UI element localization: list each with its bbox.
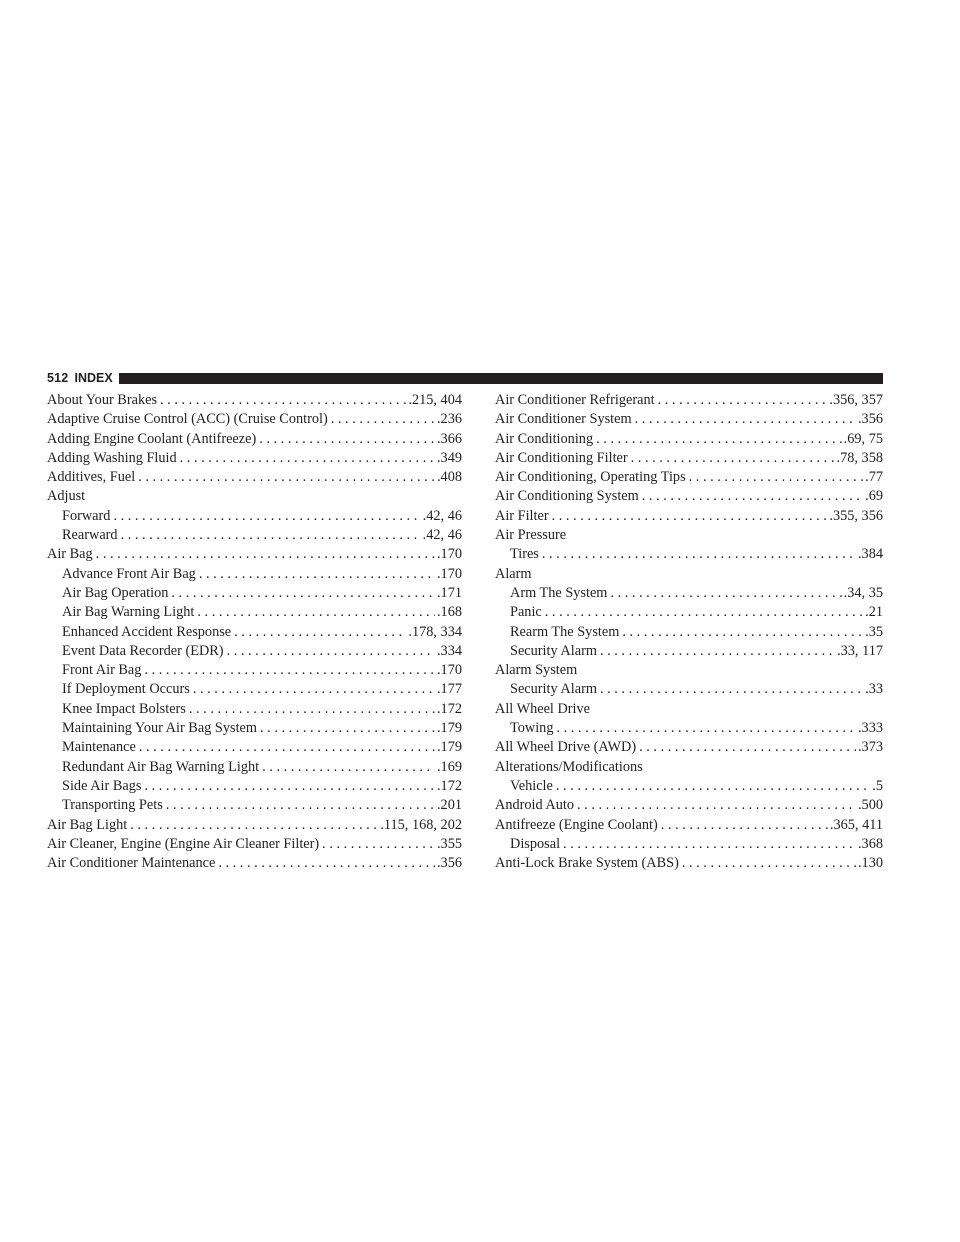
- entry-page-refs: .172: [436, 700, 462, 717]
- dot-leader: [110, 507, 420, 526]
- dot-leader: [141, 777, 435, 796]
- entry-label: Adding Washing Fluid: [47, 449, 177, 466]
- index-entry: [495, 507, 883, 526]
- entry-page-refs: .42, 46: [422, 507, 462, 524]
- index-entry: [495, 391, 883, 410]
- entry-page-refs: .21: [865, 604, 883, 621]
- entry-page-refs: .356: [436, 855, 462, 872]
- entry-label: All Wheel Drive: [495, 700, 591, 717]
- entry-label: Disposal: [510, 835, 561, 852]
- dot-leader: [257, 719, 435, 738]
- entry-label: Towing: [510, 720, 554, 737]
- entry-page-refs: .69: [865, 488, 883, 505]
- dot-leader: [328, 410, 435, 429]
- dot-leader: [196, 565, 435, 584]
- dot-leader: [542, 603, 863, 622]
- entry-page-refs: .169: [436, 758, 462, 775]
- index-subentry: [47, 526, 462, 545]
- page-header: [47, 370, 883, 386]
- dot-leader: [636, 738, 856, 757]
- index-subentry: [47, 603, 462, 622]
- dot-leader: [177, 449, 435, 468]
- index-subentry: [47, 700, 462, 719]
- index-entry: [495, 758, 883, 777]
- dot-leader: [539, 545, 856, 564]
- index-subentry: [47, 719, 462, 738]
- index-subentry: [47, 565, 462, 584]
- index-entry: [47, 391, 462, 410]
- entry-page-refs: .33, 117: [837, 642, 883, 659]
- index-entry: [47, 854, 462, 873]
- entry-label: About Your Brakes: [47, 392, 158, 408]
- entry-page-refs: .500: [857, 797, 883, 814]
- index-entry: [495, 661, 883, 680]
- index-subentry: [47, 738, 462, 757]
- dot-leader: [93, 545, 435, 564]
- dot-leader: [553, 719, 855, 738]
- entry-page-refs: .201: [436, 797, 462, 814]
- entry-page-refs: .34, 35: [843, 584, 883, 601]
- entry-page-refs: .170: [436, 565, 462, 582]
- entry-label: Air Bag: [47, 546, 93, 563]
- index-entry: [495, 700, 883, 719]
- dot-leader: [597, 642, 835, 661]
- dot-leader: [628, 449, 835, 468]
- entry-page-refs: .373: [857, 739, 883, 756]
- entry-page-refs: .349: [436, 449, 462, 466]
- entry-label: Android Auto: [495, 797, 575, 814]
- entry-label: Maintenance: [62, 739, 136, 756]
- entry-page-refs: .35: [865, 623, 883, 640]
- index-entry: [495, 430, 883, 449]
- index-entry: [495, 410, 883, 429]
- dot-leader: [549, 507, 828, 526]
- entry-page-refs: .408: [436, 469, 462, 486]
- index-entry: [495, 854, 883, 873]
- entry-label: Vehicle: [510, 777, 553, 794]
- index-entry: [495, 796, 883, 815]
- entry-page-refs: .356: [857, 411, 883, 428]
- dot-leader: [574, 796, 856, 815]
- index-entry: [47, 468, 462, 487]
- entry-label: Air Pressure: [495, 527, 567, 544]
- dot-leader: [259, 758, 435, 777]
- entry-label: Maintaining Your Air Bag System: [62, 720, 258, 737]
- entry-label: Front Air Bag: [62, 662, 142, 679]
- index-subentry: [47, 777, 462, 796]
- entry-page-refs: .168: [436, 604, 462, 621]
- index-entry: [47, 487, 462, 506]
- entry-page-refs: .33: [865, 681, 883, 698]
- index-entry: [47, 410, 462, 429]
- index-subentry: [495, 835, 883, 854]
- index-subentry: [495, 642, 883, 661]
- dot-leader: [319, 835, 435, 854]
- dot-leader: [632, 410, 856, 429]
- entry-label: Alarm System: [495, 662, 578, 679]
- entry-label: Event Data Recorder (EDR): [62, 642, 224, 659]
- entry-label: Air Cleaner, Engine (Engine Air Cleaner Filter): [47, 835, 320, 852]
- entry-label: Anti-Lock Brake System (ABS): [495, 855, 679, 872]
- index-subentry: [47, 584, 462, 603]
- entry-label: Alterations/Modifications: [495, 758, 643, 775]
- header-rule: [119, 373, 883, 384]
- index-column-right: [495, 391, 883, 873]
- entry-label: Advance Front Air Bag: [62, 565, 196, 582]
- index-subentry: [47, 623, 462, 642]
- entry-label: Air Conditioner Refrigerant: [495, 392, 655, 408]
- entry-label: Air Conditioning System: [495, 488, 639, 505]
- entry-page-refs: .172: [436, 777, 462, 794]
- entry-page-refs: .69, 75: [843, 430, 883, 447]
- entry-page-refs: .177: [436, 681, 462, 698]
- entry-page-refs: .368: [857, 835, 883, 852]
- index-entry: [495, 738, 883, 757]
- index-entry: [495, 449, 883, 468]
- entry-label: Adaptive Cruise Control (ACC) (Cruise Control): [47, 411, 328, 428]
- entry-label: Air Conditioning: [495, 430, 594, 447]
- dot-leader: [141, 661, 435, 680]
- entry-page-refs: .333: [857, 720, 883, 737]
- entry-label: Forward: [62, 507, 111, 524]
- dot-leader: [231, 623, 406, 642]
- index-entry: [495, 487, 883, 506]
- entry-label: Security Alarm: [510, 681, 597, 698]
- index-entry: [47, 835, 462, 854]
- entry-page-refs: .334: [436, 642, 462, 659]
- entry-label: Tires: [510, 546, 539, 563]
- dot-leader: [256, 430, 435, 449]
- entry-label: Rearward: [62, 527, 118, 544]
- dot-leader: [593, 430, 842, 449]
- index-entry: [47, 430, 462, 449]
- entry-label: Air Bag Operation: [62, 584, 169, 601]
- entry-page-refs: .365, 411: [829, 816, 883, 833]
- dot-leader: [157, 391, 406, 410]
- entry-label: Air Conditioner System: [495, 411, 632, 428]
- entry-page-refs: .170: [436, 546, 462, 563]
- entry-label: Knee Impact Bolsters: [62, 700, 186, 717]
- entry-page-refs: .77: [865, 469, 883, 486]
- dot-leader: [655, 391, 828, 410]
- dot-leader: [118, 526, 421, 545]
- entry-label: Additives, Fuel: [47, 469, 136, 486]
- entry-page-refs: .78, 358: [836, 449, 883, 466]
- entry-page-refs: .5: [872, 777, 883, 794]
- index-entry: [47, 816, 462, 835]
- entry-page-refs: .179: [436, 739, 462, 756]
- entry-page-refs: .178, 334: [408, 623, 462, 640]
- index-subentry: [47, 507, 462, 526]
- page-number: 512: [47, 371, 69, 385]
- entry-label: Redundant Air Bag Warning Light: [62, 758, 260, 775]
- entry-page-refs: .215, 404: [408, 392, 462, 408]
- dot-leader: [190, 680, 435, 699]
- index-subentry: [495, 777, 883, 796]
- dot-leader: [553, 777, 870, 796]
- index-subentry: [495, 680, 883, 699]
- index-subentry: [495, 584, 883, 603]
- index-entry: [495, 565, 883, 584]
- dot-leader: [607, 584, 841, 603]
- entry-page-refs: .42, 46: [422, 527, 462, 544]
- index-subentry: [47, 680, 462, 699]
- dot-leader: [619, 623, 863, 642]
- entry-page-refs: .170: [436, 662, 462, 679]
- entry-label: Alarm: [495, 565, 532, 582]
- dot-leader: [658, 816, 828, 835]
- entry-label: Transporting Pets: [62, 797, 163, 814]
- entry-label: Air Conditioning Filter: [495, 449, 628, 466]
- index-entry: [47, 449, 462, 468]
- index-subentry: [47, 661, 462, 680]
- dot-leader: [135, 468, 435, 487]
- index-entry: [47, 545, 462, 564]
- entry-page-refs: .236: [436, 411, 462, 428]
- entry-label: Side Air Bags: [62, 777, 142, 794]
- entry-page-refs: .356, 357: [829, 392, 883, 408]
- index-subentry: [495, 623, 883, 642]
- dot-leader: [597, 680, 863, 699]
- entry-label: Air Bag Light: [47, 816, 128, 833]
- entry-label: Air Filter: [495, 507, 549, 524]
- entry-label: All Wheel Drive (AWD): [495, 739, 637, 756]
- dot-leader: [224, 642, 435, 661]
- entry-label: Adjust: [47, 488, 86, 505]
- entry-page-refs: .355: [436, 835, 462, 852]
- dot-leader: [639, 487, 863, 506]
- entry-page-refs: .130: [857, 855, 883, 872]
- entry-label: Antifreeze (Engine Coolant): [495, 816, 658, 833]
- index-subentry: [495, 719, 883, 738]
- dot-leader: [560, 835, 856, 854]
- entry-page-refs: .179: [436, 720, 462, 737]
- dot-leader: [186, 700, 435, 719]
- entry-label: Air Bag Warning Light: [62, 604, 195, 621]
- index-subentry: [495, 545, 883, 564]
- index-entry: [495, 468, 883, 487]
- entry-label: Air Conditioning, Operating Tips: [495, 469, 686, 486]
- dot-leader: [168, 584, 435, 603]
- index-subentry: [47, 796, 462, 815]
- entry-label: Rearm The System: [510, 623, 620, 640]
- index-subentry: [495, 603, 883, 622]
- entry-label: If Deployment Occurs: [62, 681, 190, 698]
- dot-leader: [215, 854, 435, 873]
- entry-label: Adding Engine Coolant (Antifreeze): [47, 430, 257, 447]
- index-subentry: [47, 758, 462, 777]
- dot-leader: [686, 468, 863, 487]
- entry-label: Air Conditioner Maintenance: [47, 855, 216, 872]
- index-subentry: [47, 642, 462, 661]
- entry-page-refs: .115, 168, 202: [380, 816, 462, 833]
- entry-label: Panic: [510, 604, 542, 621]
- index-entry: [495, 526, 883, 545]
- dot-leader: [194, 603, 435, 622]
- entry-page-refs: .366: [436, 430, 462, 447]
- entry-label: Enhanced Accident Response: [62, 623, 232, 640]
- dot-leader: [163, 796, 435, 815]
- index-entry: [495, 816, 883, 835]
- entry-page-refs: .384: [857, 546, 883, 563]
- dot-leader: [127, 816, 378, 835]
- entry-page-refs: .171: [436, 584, 462, 601]
- entry-label: Security Alarm: [510, 642, 597, 659]
- entry-label: Arm The System: [510, 584, 608, 601]
- dot-leader: [136, 738, 435, 757]
- entry-page-refs: .355, 356: [829, 507, 883, 524]
- index-column-left: [47, 391, 462, 873]
- dot-leader: [679, 854, 856, 873]
- section-title: INDEX: [74, 371, 113, 385]
